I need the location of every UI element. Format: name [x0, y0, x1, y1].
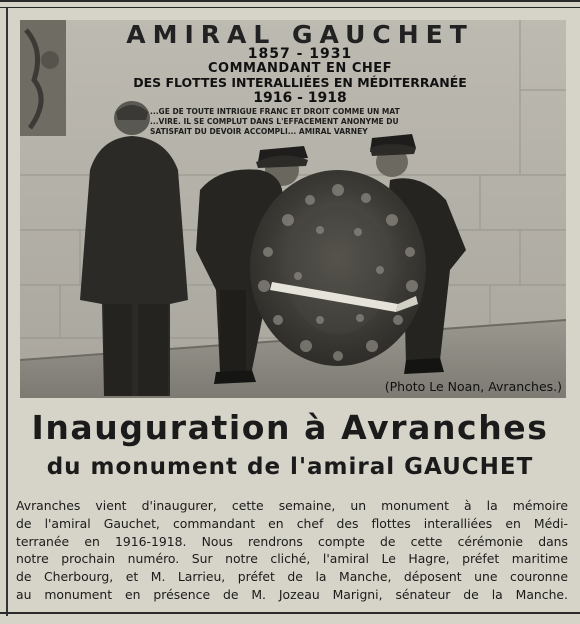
article-body-line: notre prochain numéro. Sur notre cliché, l'amiral Le Hagre, préfet maritime — [16, 551, 568, 567]
plaque-quote-line: SATISFAIT DU DEVOIR ACCOMPLI... AMIRAL VARNEY — [150, 127, 368, 136]
photo-credit: (Photo Le Noan, Avranches.) — [384, 379, 562, 394]
bottom-rule — [0, 612, 580, 614]
article-body-line: de Cherbourg, et M. Larrieu, préfet de la Manche, déposent une couronne — [16, 569, 568, 585]
photo-illustration — [20, 20, 566, 398]
article-body-line: de l'amiral Gauchet, commandant en chef des flottes interalliées en Médi- — [16, 515, 568, 531]
plaque-quote-line: ...VIRE. IL SE COMPLUT DANS L'EFFACEMENT ANONYME DU — [150, 117, 399, 126]
plaque-name: AMIRAL GAUCHET — [126, 20, 474, 49]
news-photo — [20, 20, 566, 398]
plaque-title-line: COMMANDANT EN CHEF — [208, 61, 392, 76]
article-headline: Inauguration à Avranches — [31, 408, 549, 447]
article-body — [16, 497, 568, 604]
left-column-rule — [6, 8, 8, 616]
plaque-fleet-line: DES FLOTTES INTERALLIÉES EN MÉDITERRANÉE — [133, 75, 467, 90]
top-rule — [0, 0, 580, 8]
article-body-line: terranée en 1916-1918. Nous rendrons compte de cette cérémonie dans — [16, 533, 568, 549]
article-body-line: Avranches vient d'inaugurer, cette semaine, un monument à la mémoire — [16, 498, 568, 513]
plaque-command-years: 1916 - 1918 — [253, 90, 347, 106]
article-subheadline: du monument de l'amiral GAUCHET — [46, 454, 534, 480]
plaque-years: 1857 - 1931 — [247, 46, 353, 62]
article-body-line: au monument en présence de M. Jozeau Marigni, sénateur de la Manche. — [16, 586, 568, 602]
plaque-quote-line: ...GE DE TOUTE INTRIGUE FRANC ET DROIT COMME UN MAT — [150, 107, 400, 116]
